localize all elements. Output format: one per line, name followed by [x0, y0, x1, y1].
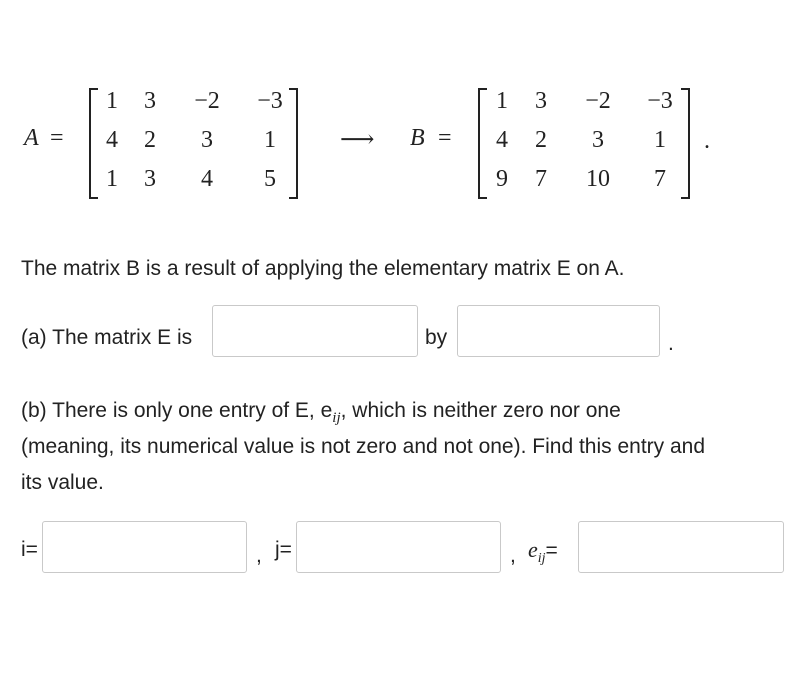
problem-statement: The matrix B is a result of applying the elementary matrix E on A. [21, 257, 625, 280]
part-b-text-rest: , which is neither zero nor one [340, 399, 621, 422]
comma: , [510, 544, 516, 567]
equals-sign: = [50, 125, 64, 151]
matrix-cell: 1 [654, 127, 666, 153]
matrix-cell: 1 [264, 127, 276, 153]
matrix-cell: −2 [585, 88, 611, 114]
part-b-text: (b) There is only one entry of E, e [21, 399, 333, 422]
matrix-cell: 1 [106, 166, 118, 192]
matrix-cell: 7 [654, 166, 666, 192]
subscript-ij: ij [332, 410, 341, 427]
comma: , [256, 544, 262, 567]
e-symbol: e [528, 537, 538, 562]
matrix-b-label: B [410, 125, 425, 151]
matrix-cell: −3 [257, 88, 283, 114]
matrix-cell: 1 [496, 88, 508, 114]
matrix-cell: 3 [144, 88, 156, 114]
matrix-cell: 5 [264, 166, 276, 192]
matrix-cell: 7 [535, 166, 547, 192]
matrix-b-right-bracket [681, 88, 690, 199]
matrix-cell: 4 [496, 127, 508, 153]
matrix-e-input[interactable] [212, 305, 418, 357]
matrix-cell: 3 [144, 166, 156, 192]
j-label: j= [275, 538, 292, 561]
part-a-label: (a) The matrix E is [21, 326, 193, 349]
matrix-a-right-bracket [289, 88, 298, 199]
matrix-cell: 4 [106, 127, 118, 153]
i-label: i= [21, 538, 38, 561]
matrix-cell: −2 [194, 88, 220, 114]
matrix-cell: 2 [144, 127, 156, 153]
equals-sign: = [438, 125, 452, 151]
matrix-cell: 3 [535, 88, 547, 114]
eij-label [528, 536, 558, 573]
matrix-a-label: A [24, 125, 39, 151]
part-b-line2: (meaning, its numerical value is not zero and not one). Find this entry and [21, 435, 706, 458]
j-input[interactable] [296, 521, 501, 573]
period: . [704, 128, 710, 154]
subscript-ij: ij [537, 551, 546, 567]
part-a-period: . [668, 332, 674, 355]
matrix-cell: 2 [535, 127, 547, 153]
arrow-icon: ⟶ [340, 127, 375, 153]
part-b-line1 [21, 397, 621, 432]
matrix-cell: 3 [592, 127, 604, 153]
eij-input[interactable] [578, 521, 784, 573]
by-label: by [425, 326, 448, 349]
part-b-line3: its value. [21, 471, 104, 494]
matrix-cell: −3 [647, 88, 673, 114]
matrix-cell: 1 [106, 88, 118, 114]
matrix-cell: 3 [201, 127, 213, 153]
matrix-cell: 9 [496, 166, 508, 192]
matrix-e-size-input[interactable] [457, 305, 660, 357]
i-input[interactable] [42, 521, 247, 573]
equals-sign: = [545, 539, 558, 562]
matrix-cell: 10 [586, 166, 610, 192]
matrix-cell: 4 [201, 166, 213, 192]
